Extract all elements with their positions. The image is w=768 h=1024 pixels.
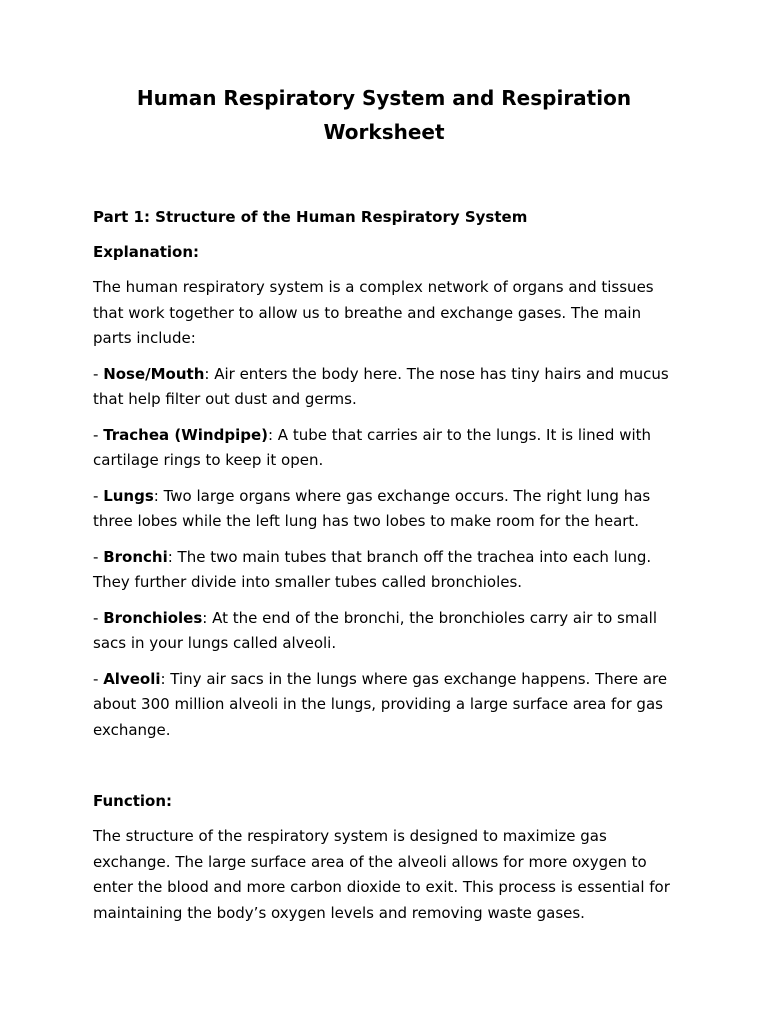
part-item-prefix: - [93, 547, 104, 566]
part1-heading: Part 1: Structure of the Human Respiratory System [93, 208, 528, 226]
part-item-prefix: - [93, 486, 104, 505]
part-item-prefix: - [93, 669, 104, 688]
part-item-text: : Air enters the body here. The nose has tiny hairs and mucus that help filter out dust and germs. [93, 364, 669, 408]
part-item-term: Bronchi [103, 547, 168, 566]
part-item-term: Bronchioles [103, 608, 203, 627]
part-item-trachea [93, 423, 675, 474]
part-item-term: Trachea (Windpipe) [103, 425, 268, 444]
part-item-bronchioles [93, 606, 675, 657]
part-item-term: Lungs [103, 486, 154, 505]
part-item-prefix: - [93, 608, 104, 627]
part-item-term: Nose/Mouth [103, 364, 205, 383]
part-item-text: : The two main tubes that branch off the trachea into each lung. They further divide into smaller tubes called bronchioles. [93, 547, 652, 591]
part-item-text: : A tube that carries air to the lungs. It is lined with cartilage rings to keep it open. [93, 425, 652, 469]
intro-paragraph: The human respiratory system is a complex network of organs and tissues that work together to allow us to breathe and exchange gases. The main parts include: [93, 278, 654, 347]
part-item-prefix: - [93, 425, 104, 444]
function-paragraph: The structure of the respiratory system is designed to maximize gas exchange. The large surface area of the alveoli allows for more oxygen to enter the blood and more carbon dioxide to exit. This process is essential for maintaining the body’s oxygen levels and removing waste gases. [93, 827, 670, 922]
part-item-text: : Two large organs where gas exchange occurs. The right lung has three lobes while the left lung has two lobes to make room for the heart. [93, 486, 651, 530]
explanation-heading: Explanation: [93, 243, 200, 261]
function-heading: Function: [93, 792, 173, 810]
page-title: Human Respiratory System and Respiration Worksheet [136, 86, 632, 144]
part-item-text: : Tiny air sacs in the lungs where gas exchange happens. There are about 300 million alveoli in the lungs, providing a large surface area for gas exchange. [93, 669, 668, 739]
part-item-text: : At the end of the bronchi, the bronchioles carry air to small sacs in your lungs called alveoli. [93, 608, 657, 652]
part-item-lungs [93, 484, 675, 535]
part-item-alveoli [93, 667, 675, 744]
part-item-prefix: - [93, 364, 104, 383]
part-item-term: Alveoli [103, 669, 161, 688]
part-item-bronchi [93, 545, 675, 596]
part-item-nose-mouth [93, 362, 675, 413]
